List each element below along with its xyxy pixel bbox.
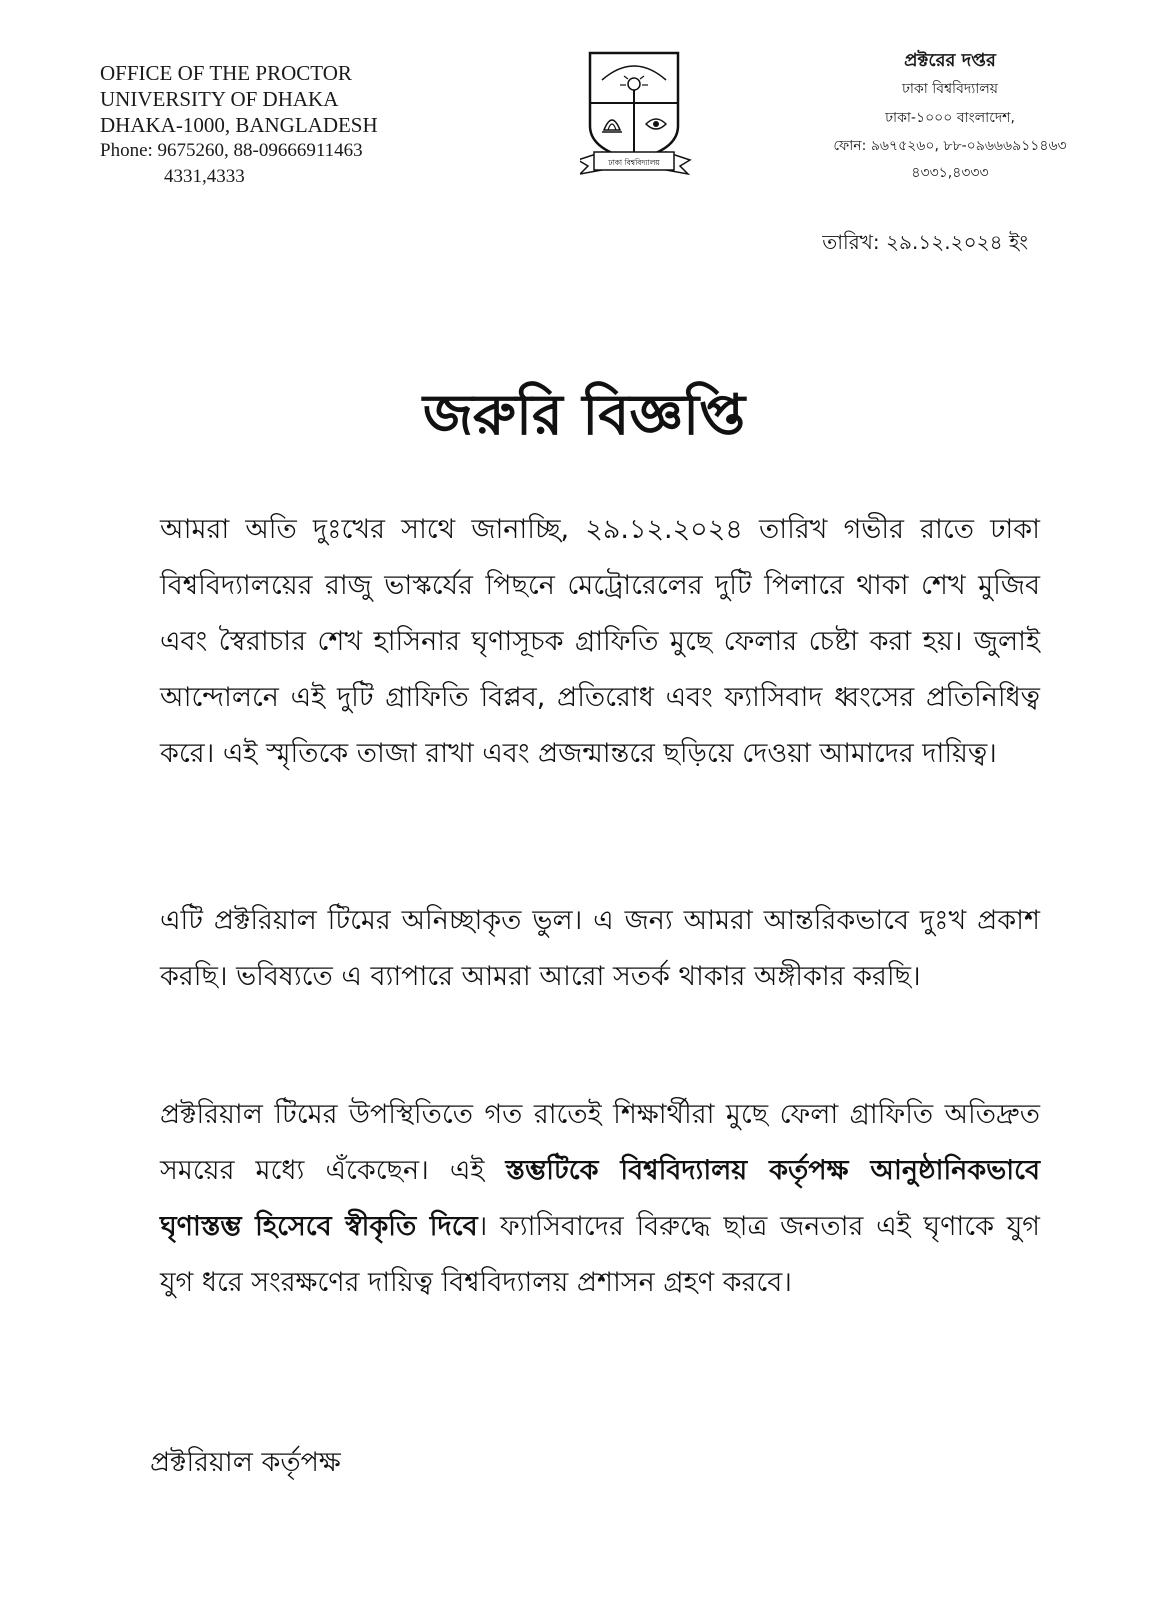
phone-numbers: Phone: 9675260, 88-09666911463 bbox=[100, 140, 363, 161]
paragraph-3-part-1: প্রক্টরিয়াল টিমের উপস্থিতিতে গত রাতেই শিক্ষার্থীরা মুছে ফেলা গ্রাফিতি অতিদ্রুত সময়ের মধ্যে এঁকেছেন। এই bbox=[160, 1099, 1040, 1186]
phone-numbers-bangla: ফোন: ৯৬৭৫২৬০, ৮৮-০৯৬৬৬৯১১৪৬৩ bbox=[833, 138, 1067, 154]
paragraph-1: আমরা অতি দুঃখের সাথে জানাচ্ছি, ২৯.১২.২০২৪ তারিখ গভীর রাতে ঢাকা বিশ্ববিদ্যালয়ের রাজু ভাস্কর্যের পিছনে মেট্রোরেলের দুটি পিলারে থাকা শেখ মুজিব এবং স্বৈরাচার শেখ হাসিনার ঘৃণাসূচক গ্রাফিতি মুছে ফেলার চেষ্টা করা হয়। জুলাই আন্দোলনে এই দুটি গ্রাফিতি বিপ্লব, প্রতিরোধ এবং ফ্যাসিবাদ ধ্বংসের প্রতিনিধিত্ব করে। এই স্মৃতিকে তাজা রাখা এবং প্রজন্মান্তরে ছড়িয়ে দেওয়া আমাদের দায়িত্ব। bbox=[160, 514, 1040, 769]
paragraph-3-emphasis: স্তম্ভটিকে বিশ্ববিদ্যালয় কর্তৃপক্ষ আনুষ্ঠানিকভাবে ঘৃণাস্তম্ভ হিসেবে স্বীকৃতি দিবে bbox=[160, 1155, 1040, 1242]
paragraph-2: এটি প্রক্টরিয়াল টিমের অনিচ্ছাকৃত ভুল। এ জন্য আমরা আন্তরিকভাবে দুঃখ প্রকাশ করছি। ভবিষ্যতে এ ব্যাপারে আমরা আরো সতর্ক থাকার অঙ্গীকার করছি। bbox=[160, 905, 1040, 992]
english-letterhead bbox=[100, 60, 378, 190]
university-name-bangla: ঢাকা বিশ্ববিদ্যালয় bbox=[901, 81, 999, 97]
notice-title: জরুরি বিজ্ঞপ্তি bbox=[422, 383, 746, 448]
office-name-bangla: প্রক্টরের দপ্তর bbox=[904, 50, 996, 71]
phone-extension-bangla: ৪৩৩১,৪৩৩৩ bbox=[911, 165, 989, 181]
signature: প্রক্টরিয়াল কর্তৃপক্ষ bbox=[150, 1447, 341, 1478]
bangla-letterhead bbox=[790, 48, 1110, 186]
paragraph-3-part-2: । ফ্যাসিবাদের বিরুদ্ধে ছাত্র জনতার এই ঘৃণাকে যুগ যুগ ধরে সংরক্ষণের দায়িত্ব বিশ্ববিদ্যালয় প্রশাসন গ্রহণ করবে। bbox=[160, 1211, 1040, 1298]
emblem-banner-text: ঢাকা বিশ্ববিদ্যালয় bbox=[608, 158, 660, 167]
dhaka-university-emblem-icon bbox=[580, 48, 700, 178]
notice-date: তারিখ: ২৯.১২.২০২৪ ইং bbox=[822, 230, 1028, 254]
office-name: OFFICE OF THE PROCTOR bbox=[100, 61, 352, 85]
university-name: UNIVERSITY OF DHAKA bbox=[100, 87, 339, 111]
address: DHAKA-1000, BANGLADESH bbox=[100, 113, 378, 137]
paragraph-3 bbox=[160, 1087, 1040, 1311]
address-bangla: ঢাকা-১০০০ বাংলাদেশ, bbox=[885, 110, 1015, 126]
phone-extension: 4331,4333 bbox=[164, 166, 245, 187]
